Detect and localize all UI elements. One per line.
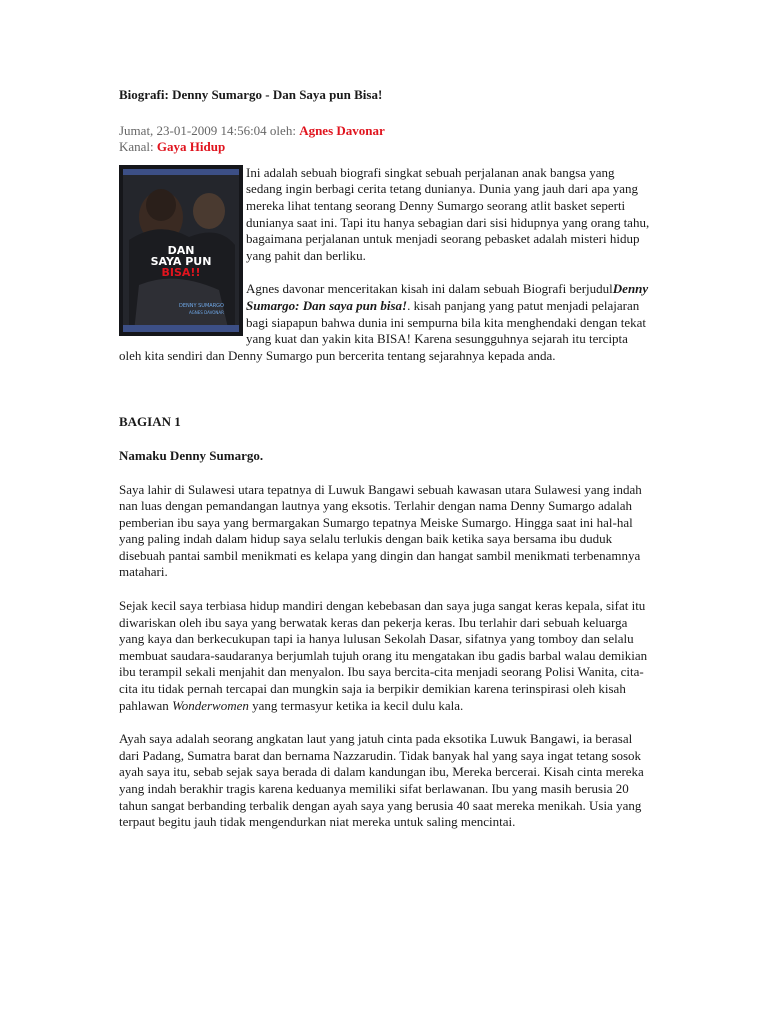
body-paragraph-2: [119, 598, 653, 714]
channel-label: Kanal:: [119, 139, 157, 155]
body-p2-text-b: yang termasyur ketika ia kecil dulu kala.: [248, 697, 464, 713]
body-p2-text-a: Sejak kecil saya terbiasa hidup mandiri dengan kebebasan dan saya juga sangat keras kepala, sifat itu diwariskan oleh ibu saya yang berwatak keras dan pekerja keras. Ibu terlahir dari sebuah keluarga yang kaya dan berkecukupan tapi ia hanya lulusan Sekolah Dasar, sifatnya yang tomboy dan selalu membuat saudara-saudaranya berjumlah tujuh orang itu mengatakan ibu gadis barbal walau demikian ibu terampil sekali menjahit dan menyalon. Ibu saya bercita-cita menjadi seorang Polisi Wanita, cita-cita itu tidak pernah tercapai dan mungkin saja ia berpikir demikian karena terinspirasi oleh kisah pahlawan: [119, 598, 648, 713]
article-meta: [119, 123, 653, 156]
chapter-subheading: Namaku Denny Sumargo.: [119, 447, 264, 463]
book-cover-image: [119, 165, 243, 336]
intro-p2-text-a: Agnes davonar menceritakan kisah ini dalam sebuah Biografi berjudul: [246, 281, 613, 297]
article-title: Biografi: Denny Sumargo - Dan Saya pun Bisa!: [119, 87, 383, 102]
cover-title-line-3: BISA!!: [161, 265, 201, 279]
wonderwomen-italic: Wonderwomen: [172, 697, 249, 713]
article-date: Jumat, 23-01-2009 14:56:04 oleh:: [119, 122, 300, 138]
cover-title-line-2: SAYA PUN: [150, 254, 212, 268]
intro-p2-text-b: . kisah panjang yang patut menjadi pelajaran bagi siapapun bahwa dunia ini sempurna bila kita menghendaki dengan tekat yang kuat dan yakin kita BISA! Karena sesungguhnya sejarah itu tercipta oleh kita sendiri dan Denny Sumargo pun bercerita tentang sejarahnya kepada anda.: [119, 297, 646, 363]
cover-title-line-1: DAN: [167, 243, 195, 257]
intro-section: [119, 165, 653, 365]
intro-paragraph-1: Ini adalah sebuah biografi singkat sebuah perjalanan anak bangsa yang sedang ingin berbagi cerita tetang dunianya. Dunia yang jauh dari apa yang mereka lihat tentang seorang Denny Sumargo seorang atlit basket seperti dunianya saat ini. Tapi itu hanya sebagian dari sisi hidupnya yang orang tahu, bagaimana perjalanan untuk menjadi seorang pebasket adalah misteri hidup yang pahit dan berliku.: [246, 164, 650, 263]
book-title-italic: Denny Sumargo: Dan saya pun bisa!: [246, 281, 649, 313]
channel-link[interactable]: Gaya Hidup: [156, 139, 226, 155]
section-heading: BAGIAN 1: [119, 414, 181, 430]
article: [119, 87, 653, 831]
body-paragraph-1: Saya lahir di Sulawesi utara tepatnya di Luwuk Bangawi sebuah kawasan utara Sulawesi yang indah nan luas dengan pemandangan lautnya yang eksotis. Terlahir dengan nama Denny Sumargo adalah pemberian ibu saya yang bermargakan Sumargo tepatnya Meiske Sumargo. Hingga saat ini hal-hal yang paling indah dalam hidup saya selalu terlukis dengan baik ketika saya bersama ibu duduk disebuah pantai sambil menikmati es kelapa yang dingin dan hangat sambil menikmati terbenamnya matahari.: [119, 481, 642, 580]
author-link[interactable]: Agnes Davonar: [299, 122, 385, 138]
cover-publisher: AGNES DAVONAR: [189, 309, 224, 315]
body-paragraph-3: Ayah saya adalah seorang angkatan laut yang jatuh cinta pada eksotika Luwuk Bangawi, ia berasal dari Padang, Sumatra barat dan bernama Nazzarudin. Tidak banyak hal yang saya ingat tetang sosok ayah saya itu, sebab sejak saya berada di dalam kandungan ibu, Mereka bercerai. Kisah cinta mereka yang indah berakhir tragis karena keduanya memiliki sifat berlawanan. Ibu yang masih berusia 20 tahun sangat berbanding terbalik dengan ayah saya yang berusia 40 saat mereka menikah. Usia yang terpaut begitu jauh tidak mengendurkan niat mereka untuk saling mencintai.: [119, 731, 644, 830]
cover-author: DENNY SUMARGO: [179, 302, 224, 309]
